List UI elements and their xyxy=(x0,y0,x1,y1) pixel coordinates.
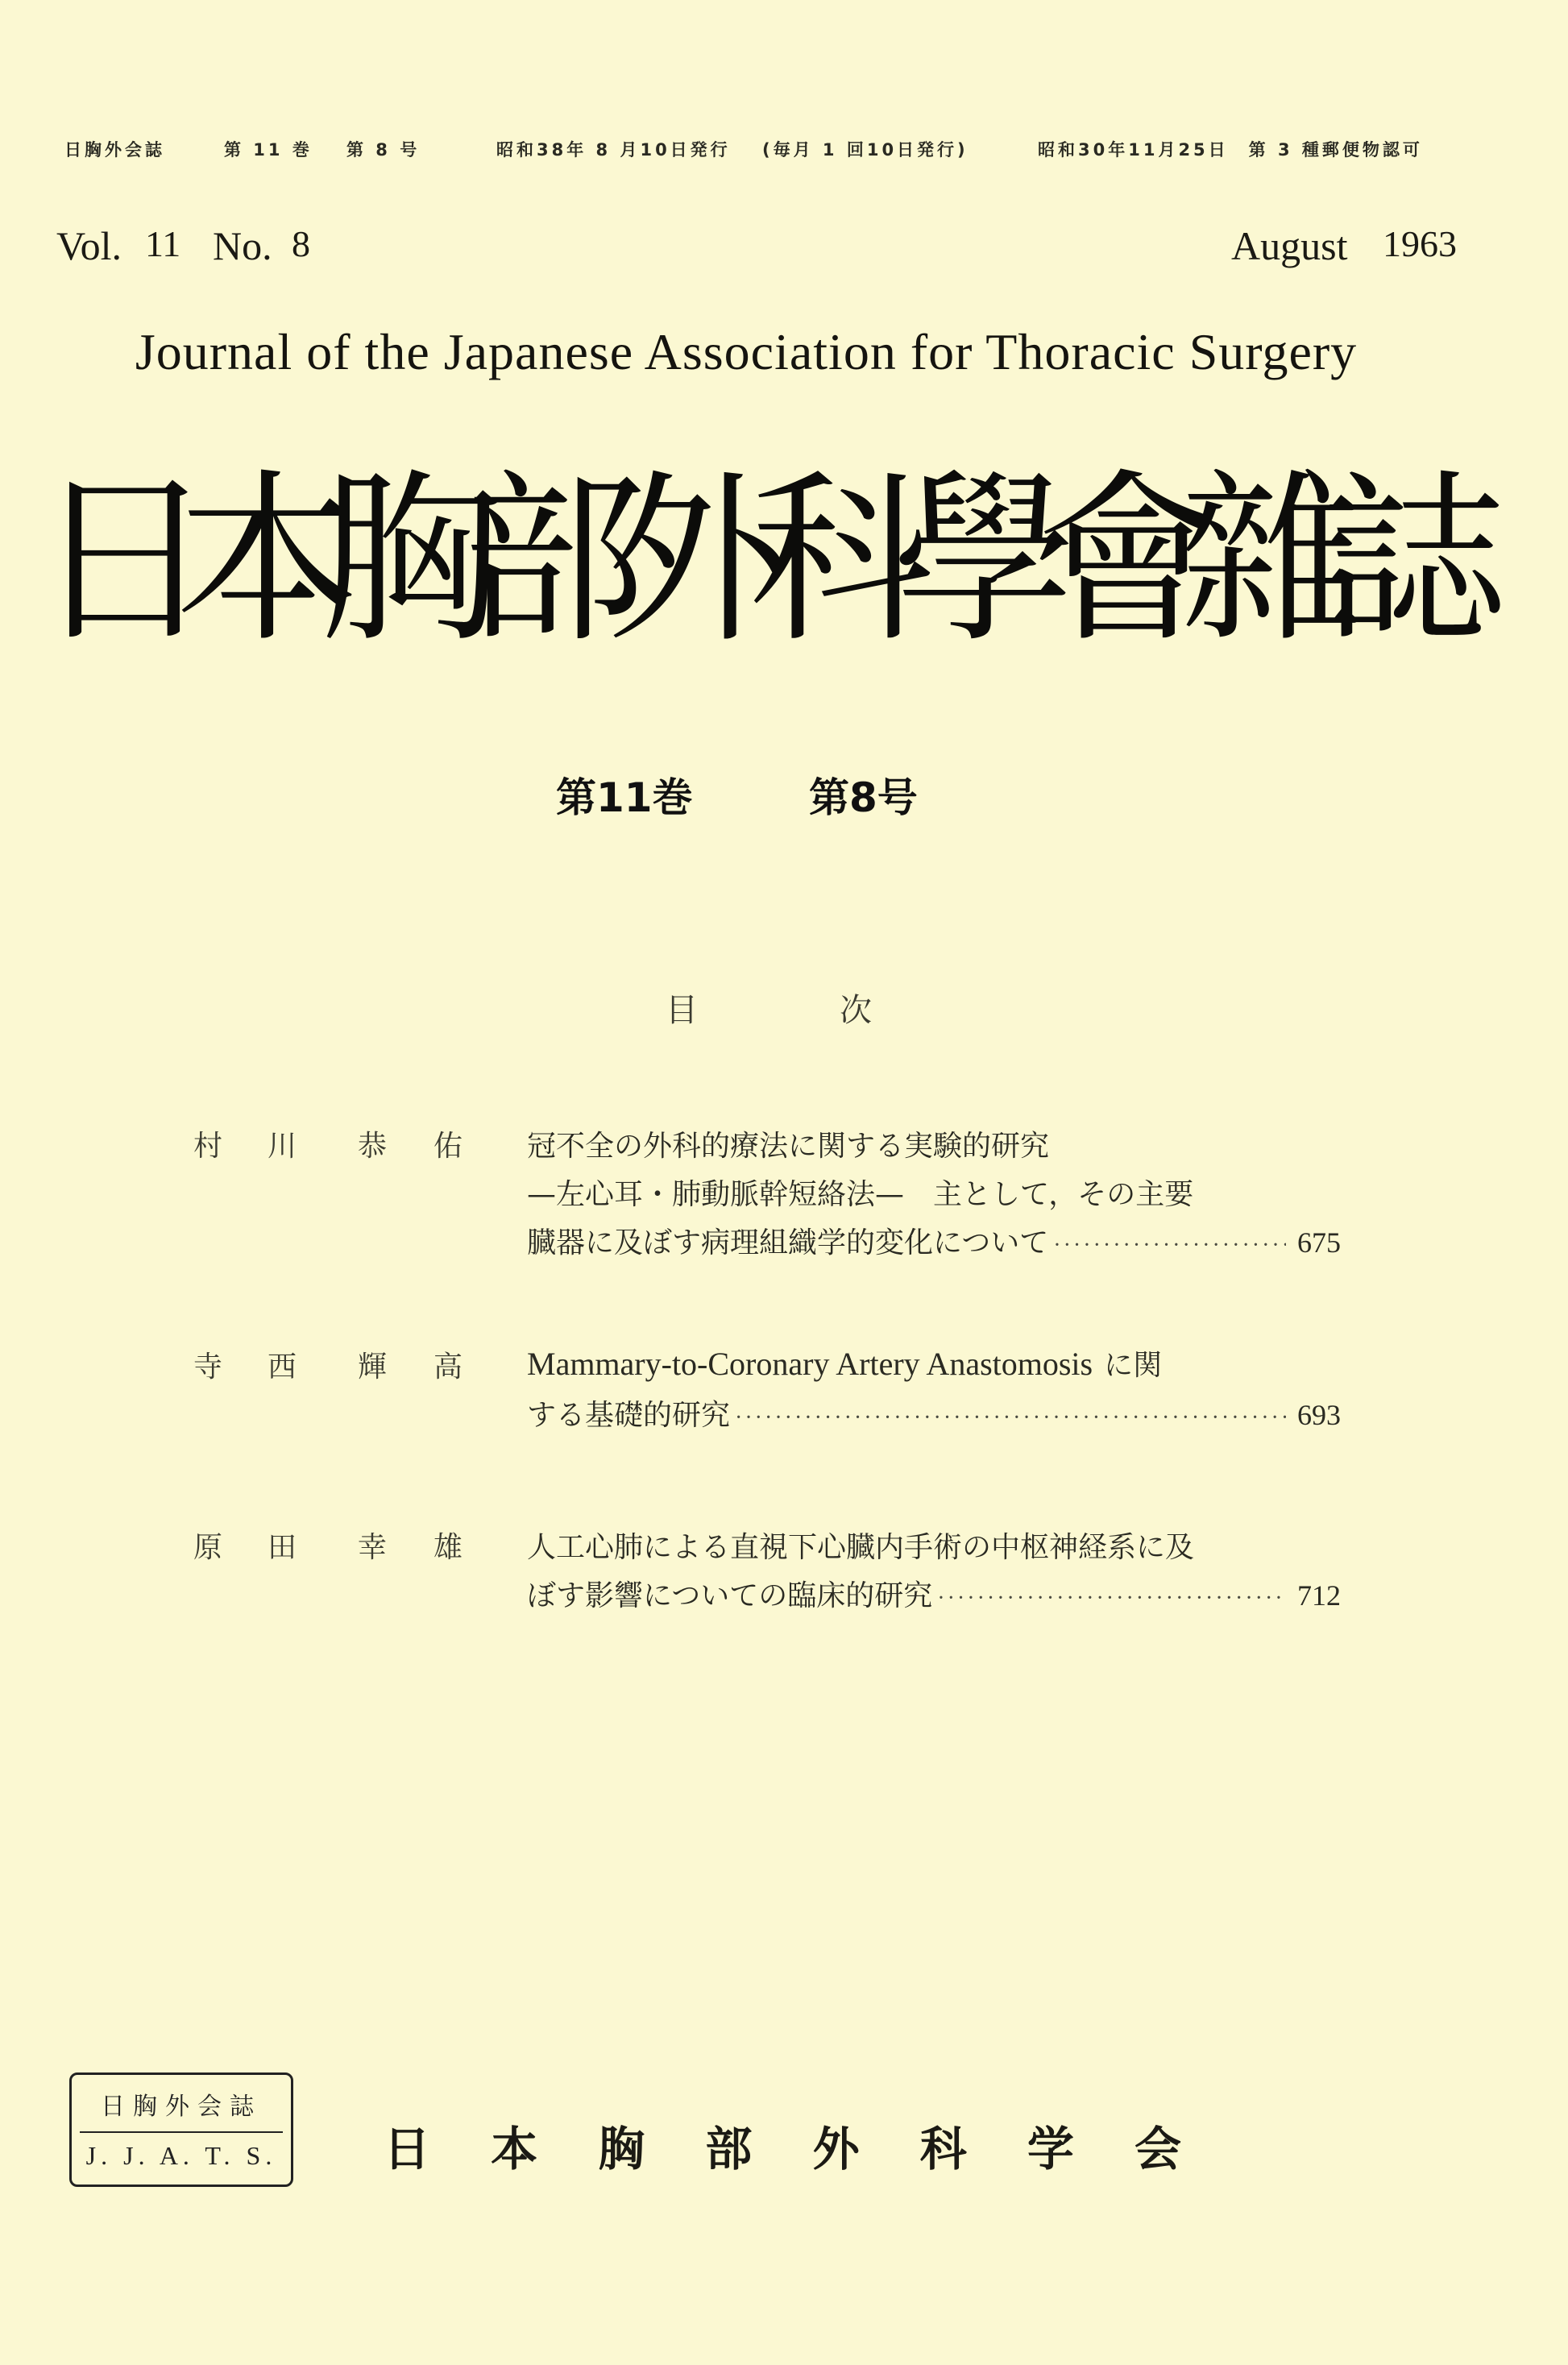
leader-dots xyxy=(937,1586,1286,1612)
title-char: 外 xyxy=(606,453,790,667)
page-number: 675 xyxy=(1297,1226,1341,1259)
leader-dots xyxy=(735,1405,1286,1431)
no-number: 8 xyxy=(292,223,310,264)
header-issue: 第 8 号 xyxy=(346,140,421,160)
stamp-en: J. J. A. T. S. xyxy=(85,2141,277,2170)
publisher-char: 胸 xyxy=(598,2122,645,2176)
journal-abbreviation-stamp xyxy=(69,2072,293,2187)
title-char: 學 xyxy=(893,453,1076,667)
header-postal-info: 昭和30年11月25日 第 3 種郵便物認可 xyxy=(1038,140,1423,160)
publisher-char: 本 xyxy=(491,2122,538,2176)
title-char: 本 xyxy=(176,453,359,667)
header-volume: 第 11 巻 xyxy=(224,140,313,160)
journal-title-jp xyxy=(32,451,1507,669)
author-char: 幸 xyxy=(358,1531,388,1564)
publisher-name xyxy=(384,2111,1181,2179)
author-char: 寺 xyxy=(193,1351,223,1384)
toc-title-right: 次 xyxy=(840,992,872,1029)
publisher-char: 外 xyxy=(812,2122,860,2176)
volume-label: 第11巻 xyxy=(556,774,693,821)
author-char: 村 xyxy=(193,1130,223,1163)
author-char: 川 xyxy=(268,1130,297,1163)
issue-label: 第8号 xyxy=(809,774,918,821)
leader-dots xyxy=(1053,1233,1286,1259)
stamp-divider xyxy=(80,2131,283,2133)
header-short-title: 日胸外会誌 xyxy=(64,140,165,160)
title-char: 科 xyxy=(749,453,933,667)
header-frequency: (毎月 1 回10日発行) xyxy=(762,140,969,160)
publisher-char: 科 xyxy=(919,2122,967,2176)
page-number: 693 xyxy=(1297,1399,1341,1431)
publisher-char: 学 xyxy=(1027,2122,1074,2176)
vol-number: 11 xyxy=(145,223,181,264)
author-char: 恭 xyxy=(358,1130,388,1163)
author-char: 高 xyxy=(433,1351,463,1384)
page-number: 712 xyxy=(1297,1579,1341,1612)
journal-title-en: Journal of the Japanese Association for Thoracic Surgery xyxy=(135,323,1358,380)
author-char: 雄 xyxy=(433,1531,463,1564)
author-char: 輝 xyxy=(358,1351,388,1384)
month: August xyxy=(1231,223,1348,268)
toc-line: 人工心肺による直視下心臓内手術の中枢神経系に及 xyxy=(527,1531,1195,1564)
title-char: 部 xyxy=(463,453,646,667)
header-publication-info: 昭和38年 8 月10日発行 xyxy=(496,140,731,160)
toc-line: —左心耳・肺動脈幹短絡法— 主として，その主要 xyxy=(527,1178,1194,1211)
toc-line: Mammary-to-Coronary Artery Anastomosis に関 xyxy=(527,1346,1163,1382)
title-char: 日 xyxy=(32,453,216,667)
toc-line: 冠不全の外科的療法に関する実験的研究 xyxy=(527,1130,1050,1163)
publisher-char: 部 xyxy=(705,2122,753,2176)
toc-line: する基礎的研究 ····· 693 xyxy=(527,1392,1341,1434)
author-char: 田 xyxy=(268,1531,297,1564)
no-label: No. xyxy=(213,223,272,268)
year: 1963 xyxy=(1383,223,1457,264)
title-char: 會 xyxy=(1036,453,1220,667)
vol-label: Vol. xyxy=(56,223,122,268)
author-char: 西 xyxy=(268,1351,297,1384)
title-char: 胸 xyxy=(319,453,503,667)
toc-line: 臓器に及ぼす病理組織学的変化について ····· 675 xyxy=(527,1220,1341,1261)
toc-title-left: 目 xyxy=(666,992,698,1029)
publisher-char: 日 xyxy=(384,2122,431,2176)
toc-line: ぼす影響についての臨床的研究 ····· 712 xyxy=(527,1573,1341,1614)
publisher-char: 会 xyxy=(1134,2122,1181,2176)
title-char: 雜 xyxy=(1180,453,1363,667)
title-char: 誌 xyxy=(1323,453,1507,667)
stamp-jp: 日胸外会誌 xyxy=(101,2093,262,2121)
author-char: 佑 xyxy=(433,1130,463,1163)
author-char: 原 xyxy=(193,1531,223,1564)
